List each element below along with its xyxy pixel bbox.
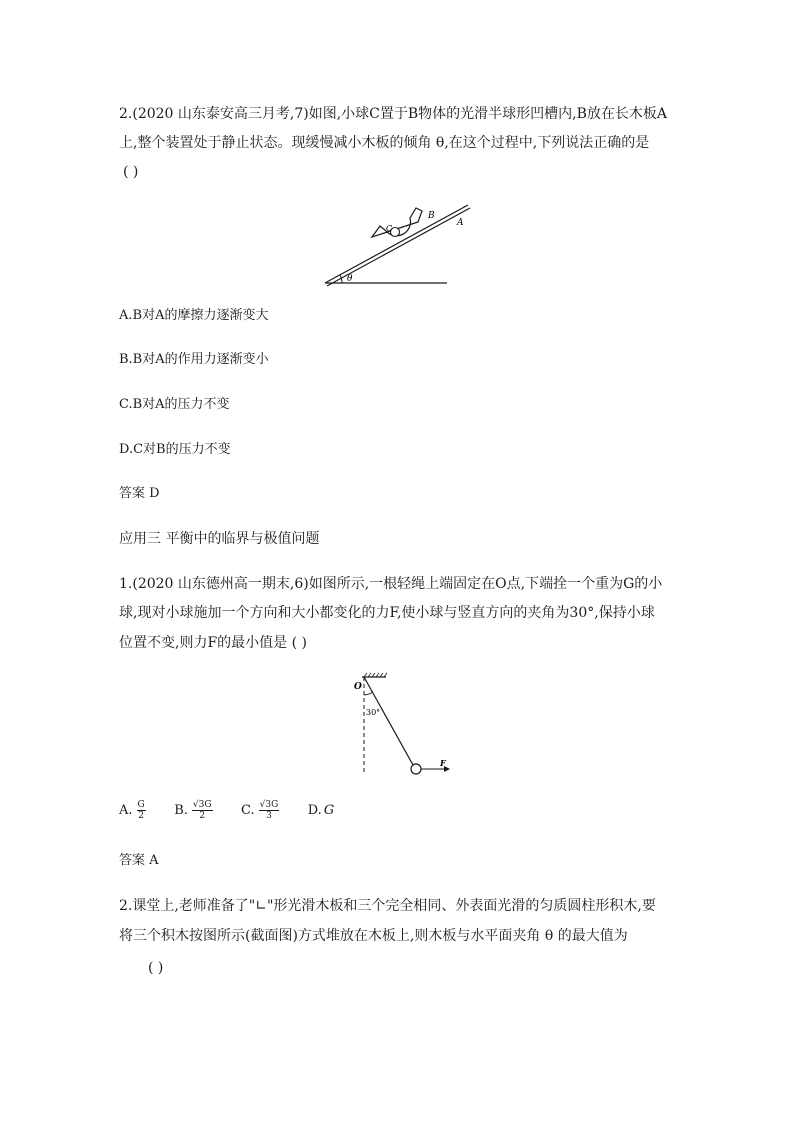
angle-arc — [364, 692, 373, 695]
q1-option-b: B. $\frac{√3G}{2}$ — [174, 800, 212, 821]
q1-line1: 1.(2020 山东德州高一期末,6)如图所示,一根轻绳上端固定在O点,下端拴一个重为G的小 — [119, 576, 663, 592]
board-a-top — [325, 205, 468, 283]
q1-option-c: C. $\frac{√3G}{3}$ — [240, 800, 279, 821]
q1-option-d: D. G — [307, 803, 335, 818]
label-a: A — [457, 218, 464, 228]
label-theta: θ — [347, 274, 353, 284]
q2-line1: 2.(2020 山东泰安高三月考,7)如图,小球C置于B物体的光滑半球形凹槽内,B放在长木板A — [119, 106, 668, 122]
q1-options — [119, 800, 356, 821]
label-o: O — [354, 682, 362, 692]
q2-option-b: B.B对A的作用力逐渐变小 — [119, 352, 269, 367]
q1-answer: 答案 A — [119, 853, 159, 868]
q2b-blank: ( ) — [148, 960, 164, 976]
pendulum-figure — [340, 670, 460, 780]
q2-option-d: D.C对B的压力不变 — [119, 442, 231, 457]
string-line — [364, 677, 413, 765]
section-title: 应用三 平衡中的临界与极值问题 — [119, 531, 320, 547]
q1-line2: 球,现对小球施加一个方向和大小都变化的力F,使小球与竖直方向的夹角为30°,保持小球 — [119, 605, 655, 621]
label-c: C — [386, 224, 393, 233]
label-b: B — [428, 211, 435, 221]
q2-blank: ( ) — [123, 164, 139, 180]
label-angle: 30° — [366, 708, 381, 717]
q2-option-a: A.B对A的摩擦力逐渐变大 — [119, 308, 269, 323]
q2-option-c: C.B对A的压力不变 — [119, 397, 230, 412]
q2b-line2: 将三个积木按图所示(截面图)方式堆放在木板上,则木板与水平面夹角 θ 的最大值为 — [119, 928, 628, 944]
q1-option-a: A. $\frac{G}{2}$ — [119, 800, 145, 821]
pendulum-ball — [411, 764, 421, 774]
q2-answer: 答案 D — [119, 486, 160, 501]
q2-line2: 上,整个装置处于静止状态。现缓慢减小木板的倾角 θ,在这个过程中,下列说法正确的是 — [119, 135, 650, 151]
incline-figure — [320, 195, 480, 290]
label-f: F — [440, 758, 446, 768]
q1-line3: 位置不变,则力F的最小值是 ( ) — [119, 635, 307, 651]
q2b-line1: 2.课堂上,老师准备了"∟"形光滑木板和三个完全相同、外表面光滑的匀质圆柱形积木,要 — [119, 898, 656, 914]
